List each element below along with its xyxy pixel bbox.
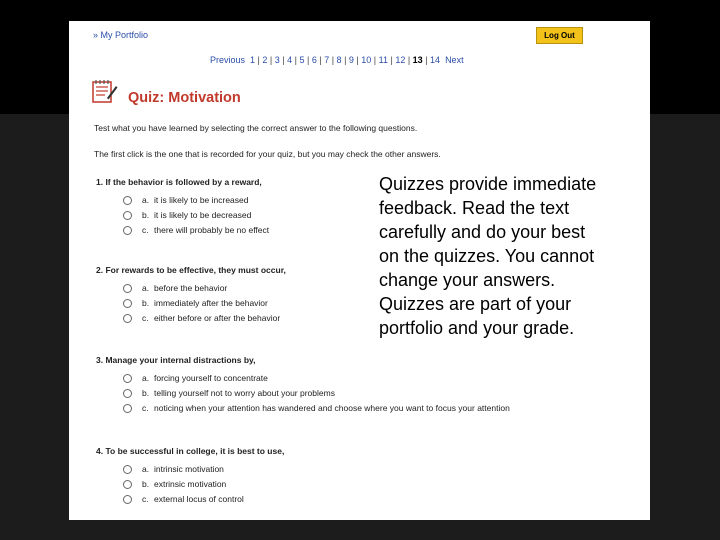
pager-separator: | (279, 55, 288, 65)
option-letter: b. (142, 388, 150, 398)
pager-separator: | (255, 55, 263, 65)
radio-button[interactable] (123, 465, 132, 474)
question-2-option[interactable] (123, 283, 227, 293)
pager-separator: | (405, 55, 413, 65)
pager-separator: | (304, 55, 312, 65)
pager-separator: | (341, 55, 349, 65)
option-letter: b. (142, 210, 150, 220)
next-link[interactable]: Next (445, 55, 464, 65)
previous-link[interactable]: Previous (210, 55, 246, 65)
question-1-option[interactable] (123, 210, 251, 220)
option-text: extrinsic motivation (154, 479, 227, 489)
option-text: intrinsic motivation (154, 464, 224, 474)
radio-button[interactable] (123, 211, 132, 220)
slide-caption: Quizzes provide immediate feedback. Read the text carefully and do your best on the quizzes. You cannot change your answers. Quizzes are part of your portfolio and your grade. (379, 172, 601, 340)
option-text: before the behavior (154, 283, 228, 293)
option-letter: c. (142, 313, 149, 323)
quiz-intro-first-click: The first click is the one that is recorded for your quiz, but you may check the other answers. (94, 149, 441, 159)
page-link-14[interactable]: 14 (430, 55, 441, 65)
option-letter: c. (142, 225, 149, 235)
question-2: 2. For rewards to be effective, they must occur, (96, 265, 286, 275)
page-link-1[interactable]: 1 (250, 55, 256, 65)
question-4: 4. To be successful in college, it is best to use, (96, 446, 285, 456)
question-1-option[interactable] (123, 225, 269, 235)
option-text: forcing yourself to concentrate (154, 373, 268, 383)
question-3-option[interactable] (123, 373, 268, 383)
pager-separator: | (329, 55, 337, 65)
page-link-8[interactable]: 8 (336, 55, 342, 65)
page-link-10[interactable]: 10 (361, 55, 372, 65)
option-letter: a. (142, 283, 150, 293)
option-text: immediately after the behavior (154, 298, 268, 308)
question-4-option[interactable] (123, 479, 226, 489)
question-2-option[interactable] (123, 298, 268, 308)
option-letter: a. (142, 195, 150, 205)
page-link-11[interactable]: 11 (378, 55, 388, 65)
option-text: it is likely to be increased (154, 195, 249, 205)
page-link-7[interactable]: 7 (324, 55, 330, 65)
question-2-option[interactable] (123, 313, 280, 323)
option-letter: b. (142, 479, 150, 489)
page-links (250, 55, 440, 65)
option-letter: c. (142, 494, 149, 504)
page-link-12[interactable]: 12 (395, 55, 406, 65)
page-link-6[interactable]: 6 (311, 55, 317, 65)
pager-separator: | (353, 55, 362, 65)
option-letter: c. (142, 403, 149, 413)
option-text: telling yourself not to worry about your problems (154, 388, 335, 398)
radio-button[interactable] (123, 299, 132, 308)
question-4-option[interactable] (123, 494, 244, 504)
option-letter: a. (142, 373, 150, 383)
radio-button[interactable] (123, 284, 132, 293)
option-text: either before or after the behavior (154, 313, 281, 323)
page-link-4[interactable]: 4 (287, 55, 293, 65)
radio-button[interactable] (123, 480, 132, 489)
quiz-title: Quiz: Motivation (128, 90, 241, 106)
question-3-option[interactable] (123, 388, 335, 398)
my-portfolio-link[interactable]: » My Portfolio (93, 30, 149, 40)
question-4-option[interactable] (123, 464, 224, 474)
pager-separator: | (267, 55, 275, 65)
radio-button[interactable] (123, 374, 132, 383)
page-link-13[interactable]: 13 (412, 55, 423, 65)
option-text: it is likely to be decreased (154, 210, 252, 220)
radio-button[interactable] (123, 495, 132, 504)
option-letter: a. (142, 464, 150, 474)
radio-button[interactable] (123, 196, 132, 205)
question-3-option[interactable] (123, 403, 510, 413)
pager-separator: | (387, 55, 396, 65)
logout-button[interactable]: Log Out (536, 27, 583, 44)
radio-button[interactable] (123, 314, 132, 323)
page-link-9[interactable]: 9 (348, 55, 354, 65)
question-1: 1. If the behavior is followed by a reward, (96, 177, 262, 187)
radio-button[interactable] (123, 226, 132, 235)
page-link-5[interactable]: 5 (299, 55, 305, 65)
pager-separator: | (292, 55, 300, 65)
quiz-pager (210, 55, 464, 65)
pager-separator: | (422, 55, 431, 65)
pager-separator: | (316, 55, 325, 65)
radio-button[interactable] (123, 389, 132, 398)
quiz-intro-instructions: Test what you have learned by selecting the correct answer to the following questions. (94, 123, 418, 133)
question-1-option[interactable] (123, 195, 249, 205)
page-link-3[interactable]: 3 (274, 55, 280, 65)
quiz-notepad-icon (90, 78, 118, 104)
option-text: external locus of control (154, 494, 244, 504)
option-text: noticing when your attention has wandered and choose where you want to focus your attention (154, 403, 510, 413)
option-letter: b. (142, 298, 150, 308)
question-3: 3. Manage your internal distractions by, (96, 355, 256, 365)
page-link-2[interactable]: 2 (262, 55, 268, 65)
radio-button[interactable] (123, 404, 132, 413)
option-text: there will probably be no effect (154, 225, 270, 235)
pager-separator: | (371, 55, 379, 65)
